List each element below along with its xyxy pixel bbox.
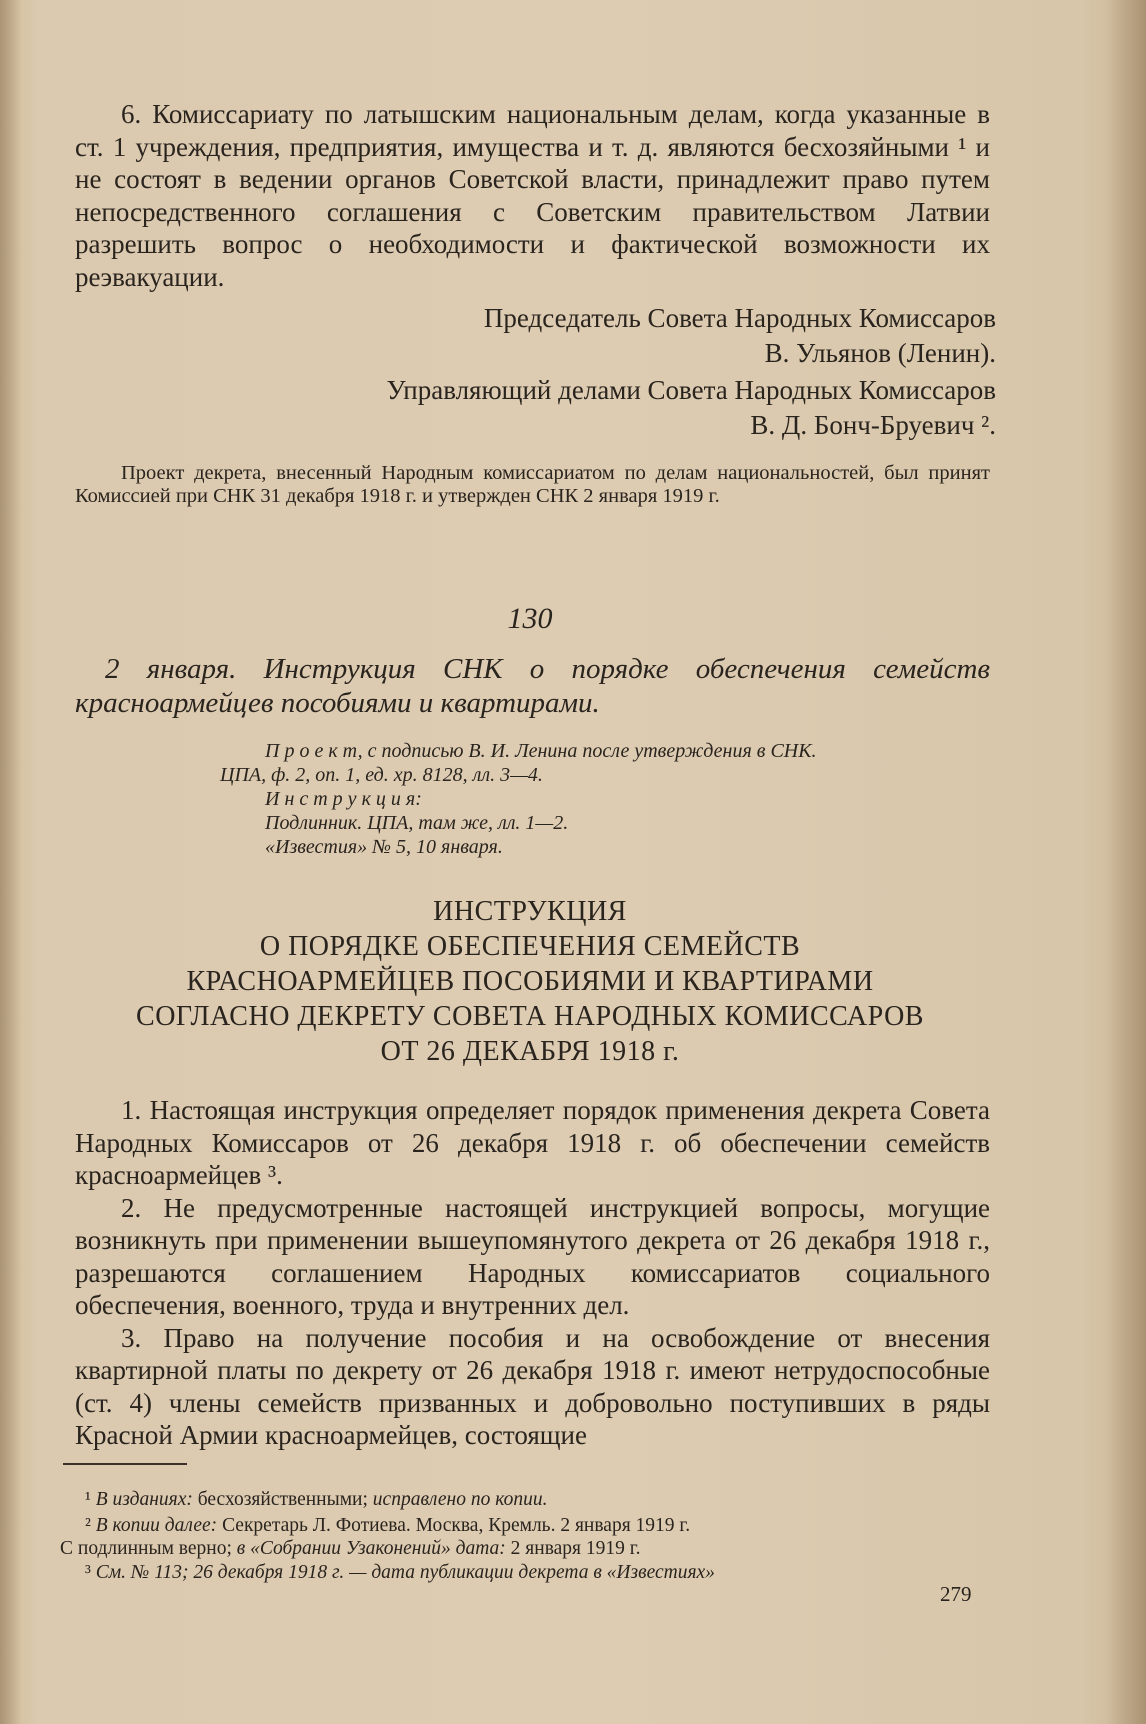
paragraph-3: 3. Право на получение пособия и на освобождение от внесения квартирной платы по декрету от 26 декабря 1918 г. имеют нетрудоспособные (ст. 4) члены семейств призванных и добровольно поступивших в ряды Красной Армии красноармейцев, состоящие (75, 1322, 990, 1450)
chair-name: В. Ульянов (Ленин). (764, 338, 996, 368)
footnote-3-mark: ³ (85, 1562, 91, 1583)
footnote-1-text: бесхозяйственными; (192, 1489, 373, 1510)
footnote-2-line2-text-2: 2 января 1919 г. (505, 1538, 641, 1559)
footnote-2-line2-text: С подлинным верно; (60, 1538, 237, 1559)
document-title (75, 652, 990, 720)
manager-name: В. Д. Бонч-Бруевич ². (750, 410, 996, 440)
page-number: 279 (940, 1582, 972, 1606)
footnote-3-italic: См. № 113; 26 декабря 1918 г. — дата публикации декрета в «Известиях» (95, 1562, 715, 1583)
instruction-heading (75, 894, 985, 1069)
source-line-1: П р о е к т, с подписью В. И. Ленина после утверждения в СНК. (265, 740, 817, 762)
source-line-5: «Известия» № 5, 10 января. (265, 836, 503, 858)
editorial-note-text: Проект декрета, внесенный Народным комиссариатом по делам национальностей, был принят Комиссией при СНК 31 декабря 1918 г. и утвержден СНК 2 января 1919 г. (75, 462, 990, 507)
document-title-text: 2 января. Инструкция СНК о порядке обеспечения семейств красноармейцев пособиями и квартирами. (75, 653, 990, 719)
footnote-1-mark: ¹ (85, 1489, 91, 1510)
footnote-2-line2-italic: в «Собрании Узаконений» дата: (236, 1538, 506, 1559)
footnote-1-italic-2: исправлено по копии. (372, 1489, 548, 1510)
heading-line-3: КРАСНОАРМЕЙЦЕВ ПОСОБИЯМИ И КВАРТИРАМИ (186, 966, 874, 997)
footnote-2-mark: ² (85, 1515, 91, 1536)
footnote-rule (63, 1463, 187, 1465)
left-binding-shadow (0, 0, 22, 1724)
editorial-note (75, 462, 990, 508)
heading-line-5: ОТ 26 ДЕКАБРЯ 1918 г. (380, 1036, 680, 1067)
footnote-2 (85, 1514, 985, 1537)
manager-title: Управляющий делами Совета Народных Комиссаров (386, 375, 996, 405)
source-line-4: Подлинник. ЦПА, там же, лл. 1—2. (265, 812, 569, 834)
paragraph-6 (75, 98, 990, 293)
paragraph-6-text: 6. Комиссариату по латышским национальным делам, когда указанные в ст. 1 учреждения, предприятия, имущества и т. д. являются бесхозяйными ¹ и не состоят в ведении органов Советской власти, принадлежит право путем непосредственного соглашения с Советским правительством Латвии разрешить вопрос о необходимости и фактической возможности их реэвакуации. (75, 99, 990, 292)
footnote-1 (85, 1488, 965, 1511)
heading-line-4: СОГЛАСНО ДЕКРЕТУ СОВЕТА НАРОДНЫХ КОМИССАРОВ (136, 1001, 924, 1032)
footnote-2-text: Секретарь Л. Фотиева. Москва, Кремль. 2 января 1919 г. (217, 1515, 691, 1536)
source-line-3: И н с т р у к ц и я: (265, 788, 422, 810)
chair-title: Председатель Совета Народных Комиссаров (483, 303, 996, 333)
heading-line-2: О ПОРЯДКЕ ОБЕСПЕЧЕНИЯ СЕМЕЙСТВ (259, 931, 801, 962)
source-line-2: ЦПА, ф. 2, оп. 1, ед. хр. 8128, лл. 3—4. (220, 764, 543, 786)
paragraph-1: 1. Настоящая инструкция определяет порядок применения декрета Совета Народных Комиссаров от 26 декабря 1918 г. об обеспечении семейств красноармейцев ³. (75, 1095, 990, 1190)
document-number: 130 (507, 602, 553, 635)
heading-line-1: ИНСТРУКЦИЯ (433, 896, 627, 927)
instruction-body (75, 1094, 990, 1452)
footnote-1-italic: В изданиях: (95, 1489, 193, 1510)
footnote-3 (85, 1561, 985, 1584)
right-page-edge-shadow (1106, 0, 1146, 1724)
footnote-2-line-2 (60, 1537, 960, 1560)
paragraph-2: 2. Не предусмотренные настоящей инструкцией вопросы, могущие возникнуть при применении вышеупомянутого декрета от 26 декабря 1918 г., разрешаются соглашением Народных комиссариатов социального обеспечения, военного, труда и внутренних дел. (75, 1192, 990, 1320)
footnote-2-italic: В копии далее: (95, 1515, 218, 1536)
